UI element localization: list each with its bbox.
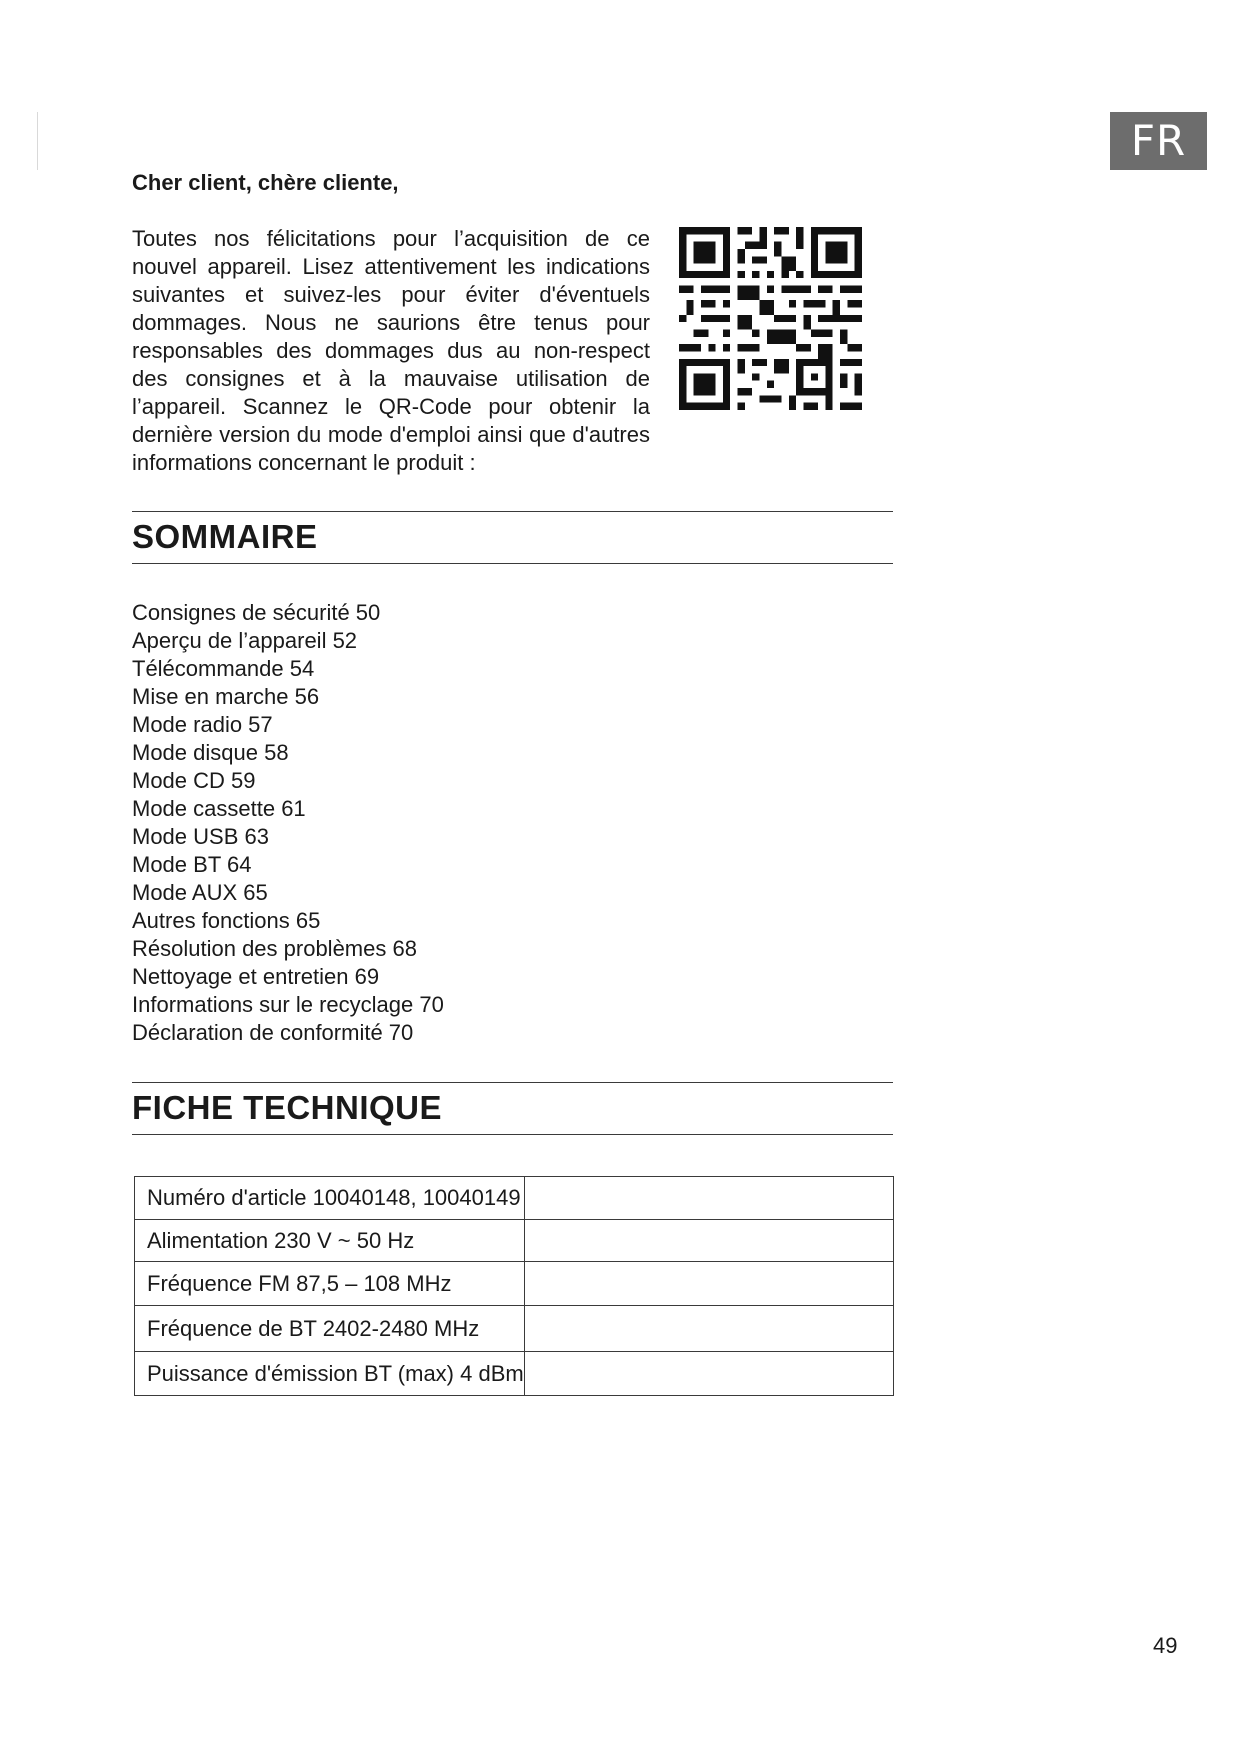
table-row [135,1262,894,1306]
toc-item[interactable]: Mise en marche 56 [132,684,320,709]
spec-empty-cell [524,1352,893,1396]
fiche-rule-top [132,1082,893,1083]
spec-cell [135,1352,525,1396]
toc-item[interactable]: Mode USB 63 [132,824,269,849]
spec-cell [135,1262,525,1306]
fiche-rule-bottom [132,1134,893,1135]
toc-item[interactable]: Autres fonctions 65 [132,908,321,933]
toc-item[interactable]: Consignes de sécurité 50 [132,600,381,625]
spec-cell [135,1177,525,1220]
toc-item[interactable]: Aperçu de l’appareil 52 [132,628,358,653]
toc-item[interactable]: Mode CD 59 [132,768,256,793]
spec-empty-cell [524,1306,893,1352]
toc-item[interactable]: Mode AUX 65 [132,880,268,905]
spec-value: Fréquence FM 87,5 – 108 MHz [147,1270,452,1296]
qr-code[interactable] [679,227,862,410]
spec-value: Fréquence de BT 2402-2480 MHz [147,1315,480,1341]
spec-value: Alimentation 230 V ~ 50 Hz [147,1227,415,1253]
table-row [135,1306,894,1352]
spec-cell [135,1220,525,1262]
spec-table [134,1176,894,1396]
spec-empty-cell [524,1262,893,1306]
greeting: Cher client, chère cliente, [132,170,399,195]
spec-value: Numéro d'article 10040148, 10040149 [147,1185,521,1210]
sommaire-rule-bottom [132,563,893,564]
language-badge: FR [1110,112,1207,170]
toc-item[interactable]: Nettoyage et entretien 69 [132,964,380,989]
toc-item[interactable]: Résolution des problèmes 68 [132,936,417,961]
spec-value: Puissance d'émission BT (max) 4 dBm [147,1360,524,1386]
sommaire-rule-top [132,511,893,512]
page-number: 49 [1153,1633,1178,1658]
toc-item[interactable]: Informations sur le recyclage 70 [132,992,444,1017]
table-row [135,1352,894,1396]
table-of-contents [132,599,444,1047]
toc-item[interactable]: Mode cassette 61 [132,796,306,821]
spec-empty-cell [524,1220,893,1262]
toc-item[interactable]: Déclaration de conformité 70 [132,1020,414,1045]
table-row [135,1177,894,1220]
toc-item[interactable]: Mode disque 58 [132,740,289,765]
toc-item[interactable]: Télécommande 54 [132,656,315,681]
toc-item[interactable]: Mode radio 57 [132,712,273,737]
fiche-technique-title: FICHE TECHNIQUE [132,1089,443,1126]
toc-item[interactable]: Mode BT 64 [132,852,252,877]
margin-mark [37,112,38,170]
intro-paragraph: Toutes nos félicitations pour l’acquisition de ce nouvel appareil. Lisez attentivement les indications suivantes et suivez-les pour éviter d'éventuels dommages. Nous ne saurions être tenus pour responsables des dommages dus au non-respect des consignes et à la mauvaise utilisation de l’appareil. Scannez le QR-Code pour obtenir la dernière version du mode d'emploi ainsi que d'autres informations concernant le produit : [132,226,650,475]
spec-cell [135,1306,525,1352]
spec-empty-cell [524,1177,893,1220]
table-row [135,1220,894,1262]
sommaire-title: SOMMAIRE [132,518,318,555]
